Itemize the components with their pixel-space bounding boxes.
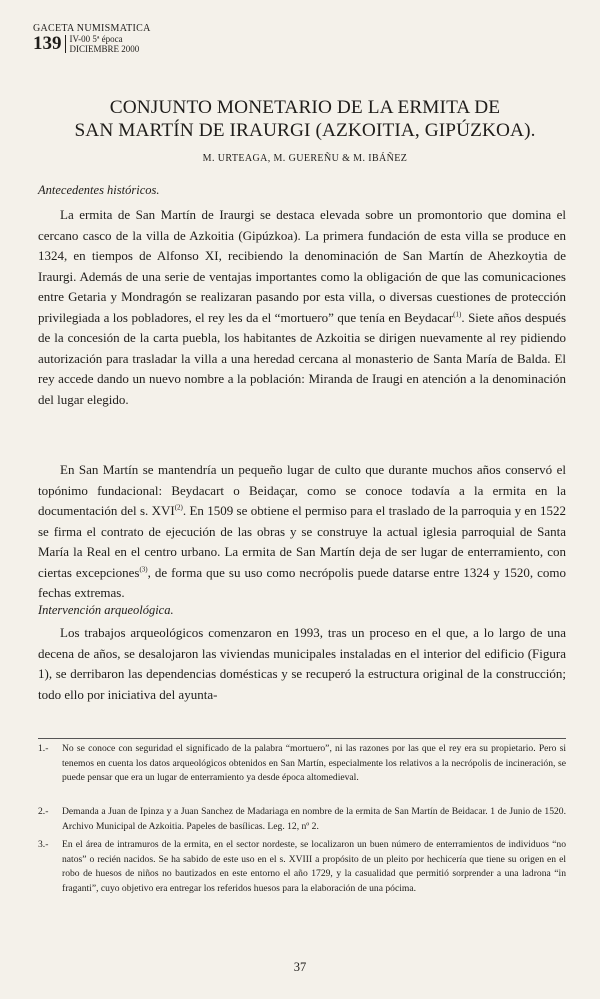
paragraph-1-text-a: La ermita de San Martín de Iraurgi se destaca elevada sobre un promontorio que domina el cercano casco de la villa de Azkoitia (Gipúzkoa). La primera fundación de esta villa se produce en 1324, en tiempos de Alfonso XI, recibiendo la denominación de San Martín de Ahezkoytia de Iraurgi. Además de una serie de ventajas importantes como la obligación de que las comunicaciones entre Getaria y Mondragón se realizaran pasando por esta villa, o diversas cuestiones de protección privilegiada a los pobladores, el rey les da el “mortuero” que tenía en Beydacar <box>38 207 566 325</box>
paragraph-3: Los trabajos arqueológicos comenzaron en 1993, tras un proceso en el que, a lo largo de una decena de años, se desalojaron las viviendas municipales instaladas en el interior del edificio (Figura 1), se derribaron las dependencias domésticas y se recuperó la estructura original de la construcción; todo ello por iniciativa del ayunta- <box>38 625 566 702</box>
article-title <box>35 96 575 142</box>
journal-name: GACETA NUMISMATICA <box>33 23 151 34</box>
footnote-2-text: Demanda a Juan de Ipinza y a Juan Sanchez de Madariaga en nombre de la ermita de San Martín de Beidacar. 1 de Junio de 1520. Archivo Municipal de Azkoitia. Papeles de basílicas. Leg. 12, nº 2. <box>62 806 566 832</box>
footnote-1 <box>38 742 566 786</box>
footnote-2-number: 2.- <box>38 806 49 817</box>
footnote-1-number: 1.- <box>38 743 49 754</box>
issue-volume: IV-00 5ª época <box>69 34 123 44</box>
footnote-3-text: En el área de intramuros de la ermita, en el sector nordeste, se localizaron un buen número de enterramientos de individuos “no natos” o recién nacidos. Se ha sabido de este uso en el s. XVIII a propósito de un pleito por hechicería que tiene su origen en el robo de huesos de niños no bautizados en este entorno el año 1729, y la casualidad que permitió sorprender a una ladrona “in fraganti”, cuyo objetivo era entregar los referidos huesos para la elaboración de una pócima. <box>62 839 566 894</box>
article-authors: M. URTEAGA, M. GUEREÑU & M. IBÁÑEZ <box>202 153 408 164</box>
paragraph-1-text-b: . Siete años después de la concesión de la carta puebla, los habitantes de Azkoitia se dirigen nuevamente al rey pidiendo autorización para trasladar la villa a una heredad cercana al monasterio de Santa María de Balda. El rey accede dando un nuevo nombre a la población: Miranda de Iraugi en atención a la denominación del lugar elegido. <box>38 309 567 407</box>
footnote-divider <box>38 738 566 739</box>
section-heading-historical: Antecedentes históricos. <box>38 183 160 197</box>
title-line-2: SAN MARTÍN DE IRAURGI (AZKOITIA, GIPÚZKOA). <box>74 120 536 141</box>
title-line-1: CONJUNTO MONETARIO DE LA ERMITA DE <box>109 97 501 118</box>
issue-number: 139 <box>33 35 66 53</box>
issue-meta <box>70 35 140 54</box>
footnote-ref-1: (1) <box>453 310 462 319</box>
footnote-1-text: No se conoce con seguridad el significado de la palabra “mortuero”, ni las razones por las que el rey era su propietario. Pero si tenemos en cuenta los datos arqueológicos obtenidos en San Martín, especialmente los relativos a la necrópolis de incineración, se puede pensar que era un lugar de enterramiento ya desde época altomedieval. <box>62 743 566 783</box>
footnote-3-number: 3.- <box>38 839 49 850</box>
issue-date: DICIEMBRE 2000 <box>69 43 140 54</box>
paragraph-2-text-a: En San Martín se mantendría un pequeño lugar de culto que durante muchos años conservó el topónimo fundacional: Beydacart o Beidaçar, como se conoce todavía a la ermita en la documentación del s. XVI <box>38 462 566 518</box>
section-heading-archaeological: Intervención arqueológica. <box>38 603 174 617</box>
paragraph-2-text-b: . En 1509 se obtiene el permiso para el traslado de la parroquia y en 1522 se firma el contrato de ejecución de las obras y se construye la actual iglesia parroquial de Santa María la Real en el centro urbano. La ermita de San Martín deja de ser lugar de enterramiento, con ciertas excepciones <box>38 503 566 580</box>
issue-block <box>33 35 151 54</box>
footnote-ref-3: (3) <box>139 565 148 574</box>
page-number: 37 <box>293 960 307 974</box>
paragraph-2 <box>38 460 566 600</box>
footnote-2 <box>38 805 566 834</box>
paragraph-1 <box>38 205 566 463</box>
paragraph-2-text-c: , de forma que su uso como necrópolis puede datarse entre 1324 y 1520, como fechas extremas. <box>38 564 566 600</box>
footnote-ref-2: (2) <box>174 503 183 512</box>
footnote-3 <box>38 838 566 896</box>
journal-header <box>33 23 151 54</box>
